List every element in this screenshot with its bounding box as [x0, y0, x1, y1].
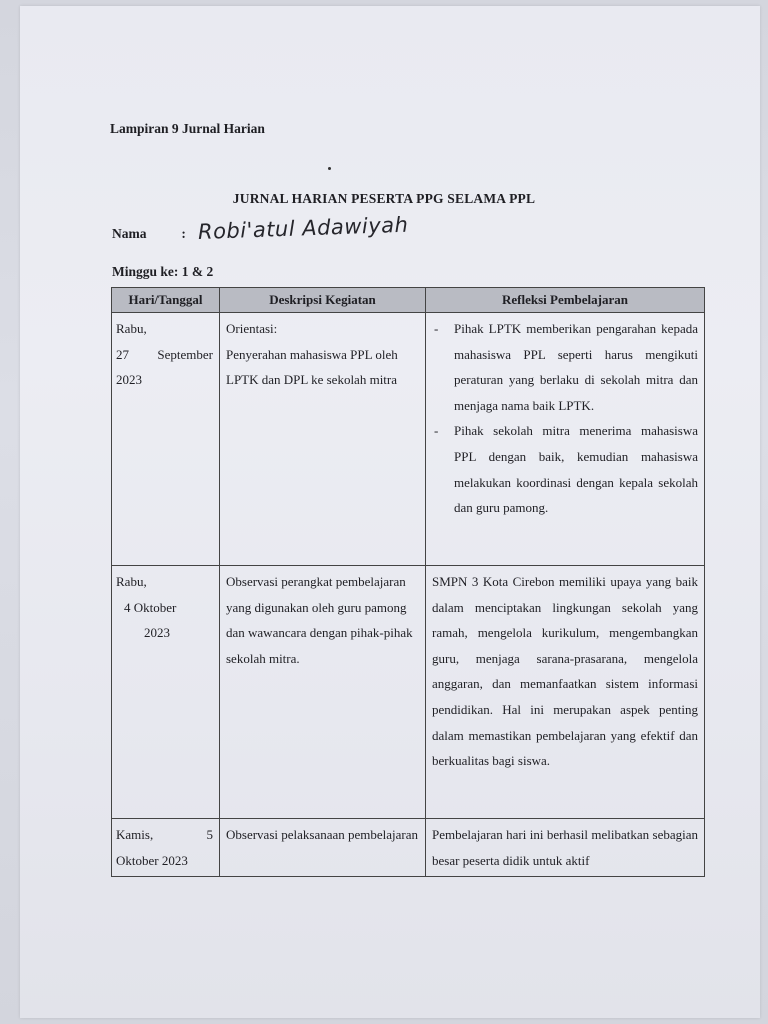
reflection-cell: [426, 566, 705, 819]
date-value: 4 Oktober: [124, 599, 177, 615]
header-date: Hari/Tanggal: [112, 288, 220, 313]
table-row: [112, 819, 705, 877]
date-value: 27 September: [116, 346, 213, 362]
reflection-item: - Pihak sekolah mitra menerima mahasiswa PPL dengan baik, kemudian mahasiswa melakukan koordinasi dengan kepala sekolah dan guru pamong.: [432, 418, 698, 520]
journal-table: [111, 287, 705, 877]
header-reflection: Refleksi Pembelajaran: [426, 288, 705, 313]
reflection-text: SMPN 3 Kota Cirebon memiliki upaya yang baik dalam menciptakan lingkungan sekolah yang ramah, mengelola kurikulum, mengembangkan guru, menjaga sarana-prasarana, mengelola anggaran, dan memanfaatkan sistem informasi pendidikan. Hal ini merupakan aspek penting dalam memastikan pembelajaran yang efektif dan berkualitas bagi siswa.: [432, 574, 698, 769]
date-day: Kamis, 5: [116, 827, 213, 842]
date-day: Rabu,: [116, 321, 147, 336]
date-cell: [112, 313, 220, 566]
document-title: JURNAL HARIAN PESERTA PPG SELAMA PPL: [232, 191, 536, 206]
description-cell: [220, 819, 426, 877]
name-row: [112, 226, 199, 242]
name-colon: :: [181, 226, 186, 241]
handwritten-name: Robi'atul Adawiyah: [197, 212, 409, 244]
date-year: 2023: [144, 625, 170, 641]
reflection-list: [432, 316, 698, 521]
description-heading: Orientasi:: [226, 321, 278, 336]
description-text: Observasi perangkat pembelajaran yang digunakan oleh guru pamong dan wawancara dengan pihak-pihak sekolah mitra.: [226, 574, 413, 666]
header-description: Deskripsi Kegiatan: [220, 288, 426, 313]
reflection-text: Pembelajaran hari ini berhasil melibatkan sebagian besar peserta didik untuk aktif: [432, 827, 698, 868]
reflection-cell: [426, 313, 705, 566]
date-cell: [112, 566, 220, 819]
stray-dot: [328, 167, 331, 170]
date-day: Rabu,: [116, 574, 147, 589]
description-cell: [220, 566, 426, 819]
reflection-item: - Pihak LPTK memberikan pengarahan kepada mahasiswa PPL seperti harus mengikuti peraturan yang berlaku di sekolah mitra dan menjaga nama baik LPTK.: [432, 316, 698, 418]
table-header-row: [112, 288, 705, 313]
description-text: Penyerahan mahasiswa PPL oleh LPTK dan DPL ke sekolah mitra: [226, 346, 398, 388]
description-text: Observasi pelaksanaan pembelajaran: [226, 827, 419, 842]
date-value: Oktober 2023: [116, 852, 188, 868]
name-label: Nama: [112, 226, 147, 241]
appendix-label: Lampiran 9 Jurnal Harian: [110, 121, 265, 136]
date-cell: [112, 819, 220, 877]
date-year: 2023: [116, 372, 142, 388]
table-row: [112, 566, 705, 819]
table-row: [112, 313, 705, 566]
week-label: Minggu ke: 1 & 2: [112, 264, 214, 279]
reflection-cell: [426, 819, 705, 877]
description-cell: [220, 313, 426, 566]
